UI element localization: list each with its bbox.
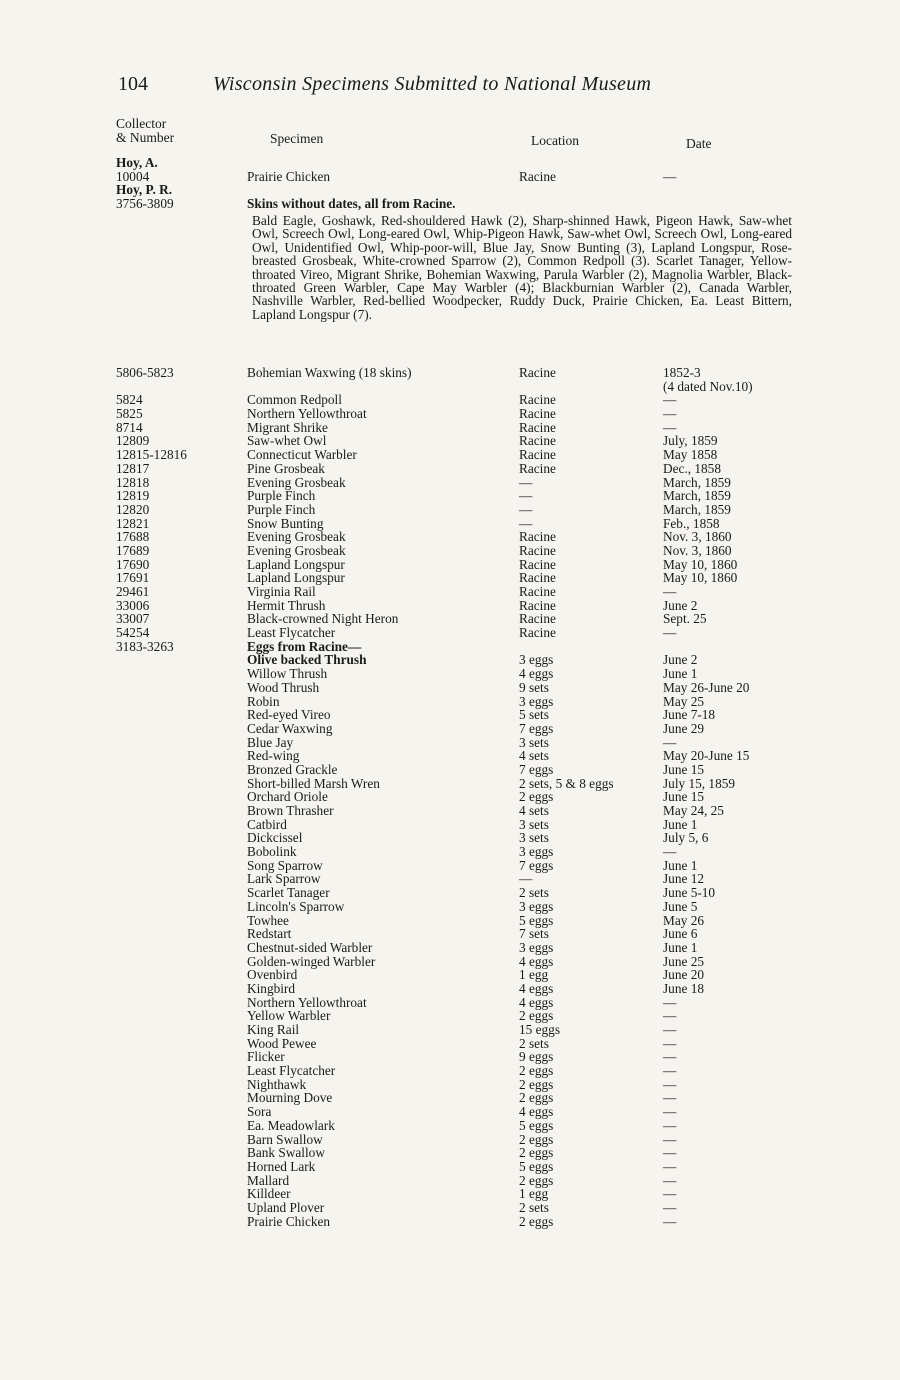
table-row: [116, 462, 796, 476]
location-cell: Racine: [519, 542, 556, 558]
specimen-name: Catbird: [247, 816, 287, 832]
table-row: [116, 927, 796, 941]
date-cell: —: [663, 1158, 677, 1174]
location-cell: 5 eggs: [519, 1158, 554, 1174]
date-cell: —: [663, 844, 677, 860]
specimen-name: Eggs from Racine—: [247, 638, 362, 654]
specimen-name: Redstart: [247, 926, 292, 942]
date-cell: May 25: [663, 693, 704, 709]
location-cell: 1 egg: [519, 967, 549, 983]
date-cell: —: [663, 1063, 677, 1079]
location-cell: Racine: [519, 460, 556, 476]
specimen-name: Towhee: [247, 912, 289, 928]
date-cell: June 12: [663, 871, 704, 887]
date-cell: June 6: [663, 926, 698, 942]
date-cell: —: [663, 1022, 677, 1037]
specimen-name: Dickcissel: [247, 830, 303, 846]
location-cell: 3 eggs: [519, 652, 554, 668]
specimen-name: Least Flycatcher: [247, 1063, 336, 1079]
date-cell: June 2: [663, 597, 698, 613]
table-row: [116, 1009, 796, 1023]
table-row: [116, 1105, 796, 1119]
location-cell: 2 eggs: [519, 1063, 554, 1079]
date-cell: June 2: [663, 652, 698, 668]
date-cell: —: [663, 734, 677, 750]
date-cell: —: [663, 1090, 677, 1106]
table-row: [116, 886, 796, 900]
specimen-name: Short-billed Marsh Wren: [247, 775, 380, 791]
table-row: [116, 585, 796, 599]
date-cell: March, 1859: [663, 488, 731, 504]
location-cell: 3 eggs: [519, 939, 554, 955]
date-cell: Nov. 3, 1860: [663, 529, 732, 545]
location-cell: 2 eggs: [519, 1076, 554, 1092]
location-cell: 7 eggs: [519, 761, 554, 777]
date-cell: May 10, 1860: [663, 570, 738, 586]
date-cell: —: [663, 1035, 677, 1051]
location-cell: Racine: [519, 365, 556, 380]
location-cell: 2 sets: [519, 1199, 549, 1215]
date-cell: May 26: [663, 912, 704, 928]
specimen-name: Black-crowned Night Heron: [247, 611, 399, 627]
location-cell: 4 sets: [519, 748, 549, 764]
location-cell: 3 sets: [519, 734, 549, 750]
location-cell: 2 eggs: [519, 1213, 554, 1229]
location-cell: 5 eggs: [519, 912, 554, 928]
location-cell: —: [519, 488, 533, 504]
collector-number: 29461: [116, 584, 150, 599]
location-cell: Racine: [519, 611, 556, 627]
date-cell: June 1: [663, 816, 698, 832]
table-row: [116, 612, 796, 626]
table-row: [116, 982, 796, 996]
table-row: [116, 626, 796, 640]
location-cell: 2 sets, 5 & 8 eggs: [519, 775, 614, 791]
table-row: [116, 695, 796, 709]
location-cell: Racine: [519, 419, 556, 435]
table-row: [116, 1201, 796, 1215]
collector-number: 5825: [116, 406, 143, 422]
date-cell: (4 dated Nov.10): [663, 378, 753, 394]
table-row: [116, 197, 796, 211]
table-row: [116, 517, 796, 531]
table-row: [116, 366, 796, 380]
table-row: [116, 183, 796, 197]
date-cell: —: [663, 392, 677, 408]
page-header: [118, 72, 738, 96]
column-header-specimen: Specimen: [270, 131, 324, 146]
location-cell: 2 eggs: [519, 1145, 554, 1161]
page-number: 104: [118, 73, 148, 95]
specimen-name: Connecticut Warbler: [247, 447, 357, 463]
specimen-name: Wood Pewee: [247, 1035, 317, 1051]
location-cell: —: [519, 474, 533, 490]
collector-number: 17688: [116, 529, 150, 545]
location-cell: 3 eggs: [519, 844, 554, 860]
specimen-name: Pine Grosbeak: [247, 460, 325, 476]
specimen-name: Blue Jay: [247, 734, 294, 750]
table-row: [116, 476, 796, 490]
page-title: Wisconsin Specimens Submitted to National Museum: [213, 73, 652, 95]
table-row: [116, 1037, 796, 1051]
date-cell: Sept. 25: [663, 611, 707, 627]
specimen-name: Purple Finch: [247, 488, 316, 504]
table-row: [116, 1078, 796, 1092]
specimen-name: Orchard Oriole: [247, 789, 328, 805]
date-cell: May 20-June 15: [663, 748, 750, 764]
specimen-name: Upland Plover: [247, 1199, 325, 1215]
specimen-name: Golden-winged Warbler: [247, 953, 376, 969]
location-cell: 5 eggs: [519, 1117, 554, 1133]
specimen-name: Bank Swallow: [247, 1145, 325, 1161]
date-cell: —: [663, 1145, 677, 1161]
location-cell: 4 eggs: [519, 666, 554, 682]
date-cell: Feb., 1858: [663, 515, 720, 531]
date-cell: —: [663, 406, 677, 422]
specimen-name: Kingbird: [247, 980, 296, 996]
date-cell: Nov. 3, 1860: [663, 542, 732, 558]
table-row: [116, 818, 796, 832]
date-cell: —: [663, 1172, 677, 1188]
table-row: [116, 1174, 796, 1188]
location-cell: 15 eggs: [519, 1022, 560, 1037]
table-row: [116, 777, 796, 791]
specimen-name: Scarlet Tanager: [247, 885, 330, 901]
collector-number: 12815-12816: [116, 447, 187, 463]
location-cell: Racine: [519, 433, 556, 449]
location-cell: —: [519, 871, 533, 887]
location-cell: 1 egg: [519, 1186, 549, 1202]
location-cell: Racine: [519, 597, 556, 613]
specimen-name: Robin: [247, 693, 280, 709]
date-cell: —: [663, 1186, 677, 1202]
table-row: [116, 530, 796, 544]
table-row: [116, 763, 796, 777]
specimen-name: King Rail: [247, 1022, 300, 1037]
table-row: [116, 790, 796, 804]
location-cell: 4 eggs: [519, 953, 554, 969]
table-row: [116, 1133, 796, 1147]
specimen-name: Prairie Chicken: [247, 1213, 331, 1229]
specimen-name: Saw-whet Owl: [247, 433, 327, 449]
specimen-name: Common Redpoll: [247, 392, 342, 408]
location-cell: 3 eggs: [519, 898, 554, 914]
location-cell: 2 eggs: [519, 1172, 554, 1188]
date-cell: July, 1859: [663, 433, 718, 449]
specimen-name: Horned Lark: [247, 1158, 316, 1174]
date-cell: —: [663, 994, 677, 1010]
collector-label: Collector: [116, 116, 167, 131]
table-row: [116, 955, 796, 969]
date-cell: June 7-18: [663, 707, 716, 723]
date-cell: May 26-June 20: [663, 679, 750, 695]
collector-number: 17690: [116, 556, 150, 572]
date-cell: June 1: [663, 939, 698, 955]
specimen-name: Olive backed Thrush: [247, 652, 367, 668]
skins-paragraph: Bald Eagle, Goshawk, Red-shouldered Hawk (2), Sharp-shinned Hawk, Pigeon Hawk, Saw-whet Owl, Screech Owl, Long-eared Owl, Whip-Pigeon Hawk, Saw-whet Owl, Screech Owl, Long-eared Owl, Unidentified Owl, Whip-poor-will, Blue Jay, Snow Bunting (3), Lapland Longspur, Rose-breasted Grosbeak, White-crowned Sparrow (2), Common Redpoll (3). Scarlet Tanager, Yellow-throated Vireo, Migrant Shrike, Bohemian Waxwing, Parula Warbler (2), Magnolia Warbler, Black-throated Green Warbler, Cape May Warbler (4); Blackburnian Warbler (2), Canada Warbler, Nashville Warbler, Red-bellied Woodpecker, Ruddy Duck, Prairie Chicken, Ea. Least Bittern, Lapland Longspur (7).: [252, 213, 792, 322]
collector-number: Hoy, A.: [116, 155, 158, 170]
location-cell: 2 eggs: [519, 1131, 554, 1147]
table-row: [116, 599, 796, 613]
table-row: [116, 859, 796, 873]
table-row: [116, 996, 796, 1010]
location-cell: Racine: [519, 556, 556, 572]
specimen-name: Lapland Longspur: [247, 570, 345, 586]
specimen-name: Lark Sparrow: [247, 871, 321, 887]
location-cell: 4 sets: [519, 803, 549, 818]
table-row: [116, 653, 796, 667]
date-cell: —: [663, 584, 677, 599]
specimen-name: Migrant Shrike: [247, 419, 328, 435]
date-cell: June 18: [663, 980, 704, 996]
date-cell: May 1858: [663, 447, 718, 463]
table-row: [116, 489, 796, 503]
location-cell: 2 sets: [519, 1035, 549, 1051]
specimen-name: Bobolink: [247, 844, 297, 860]
table-row: [116, 558, 796, 572]
number-label: & Number: [116, 130, 175, 145]
table-row: [116, 1187, 796, 1201]
specimen-name: Hermit Thrush: [247, 597, 326, 613]
column-header-collector: [116, 117, 174, 145]
table-row: [116, 156, 796, 170]
location-cell: Racine: [519, 168, 556, 184]
location-cell: 9 eggs: [519, 1049, 554, 1065]
table-row: [116, 900, 796, 914]
date-cell: —: [663, 419, 677, 435]
table-row: [116, 448, 796, 462]
specimen-name: Evening Grosbeak: [247, 542, 346, 558]
date-cell: June 29: [663, 720, 704, 736]
collector-number: 54254: [116, 625, 150, 641]
date-cell: May 10, 1860: [663, 556, 738, 572]
table-row: [116, 380, 796, 394]
collector-number: 12809: [116, 433, 150, 449]
specimen-name: Lincoln's Sparrow: [247, 898, 345, 914]
date-cell: —: [663, 1199, 677, 1215]
location-cell: 5 sets: [519, 707, 549, 723]
specimen-name: Least Flycatcher: [247, 625, 336, 641]
table-row: [116, 421, 796, 435]
specimen-name: Flicker: [247, 1049, 285, 1065]
table-row: [116, 736, 796, 750]
location-cell: Racine: [519, 625, 556, 641]
collector-number: 3183-3263: [116, 638, 174, 654]
table-row: [116, 1091, 796, 1105]
specimen-name: Brown Thrasher: [247, 803, 334, 818]
specimen-name: Virginia Rail: [247, 584, 316, 599]
table-row: [116, 667, 796, 681]
table-row: [116, 1119, 796, 1133]
location-cell: Racine: [519, 570, 556, 586]
date-cell: July 15, 1859: [663, 775, 736, 791]
location-cell: 9 sets: [519, 679, 549, 695]
collector-table-top: [116, 156, 796, 211]
specimen-name: Prairie Chicken: [247, 168, 331, 184]
date-cell: —: [663, 1076, 677, 1092]
collector-number: 3756-3809: [116, 196, 174, 212]
location-cell: 2 eggs: [519, 789, 554, 805]
date-cell: June 15: [663, 761, 704, 777]
table-row: [116, 1215, 796, 1229]
date-cell: June 1: [663, 857, 698, 873]
location-cell: 4 eggs: [519, 994, 554, 1010]
location-cell: 7 sets: [519, 926, 549, 942]
table-row: [116, 1146, 796, 1160]
collector-number: 12819: [116, 488, 150, 504]
specimen-name: Evening Grosbeak: [247, 474, 346, 490]
date-cell: —: [663, 1008, 677, 1024]
specimen-table: [116, 366, 796, 1228]
date-cell: March, 1859: [663, 501, 731, 517]
date-cell: June 5: [663, 898, 698, 914]
table-row: [116, 1064, 796, 1078]
location-cell: —: [519, 501, 533, 517]
date-cell: June 15: [663, 789, 704, 805]
specimen-name: Ovenbird: [247, 967, 298, 983]
location-cell: 2 eggs: [519, 1008, 554, 1024]
collector-number: Hoy, P. R.: [116, 182, 173, 198]
specimen-name: Wood Thrush: [247, 679, 320, 695]
collector-number: 33006: [116, 597, 150, 613]
collector-number: 8714: [116, 419, 143, 435]
table-row: [116, 407, 796, 421]
location-cell: 7 eggs: [519, 720, 554, 736]
table-row: [116, 804, 796, 818]
specimen-name: Skins without dates, all from Racine.: [247, 196, 456, 212]
specimen-name: Mallard: [247, 1172, 290, 1188]
collector-number: 17689: [116, 542, 150, 558]
table-row: [116, 872, 796, 886]
specimen-name: Nighthawk: [247, 1076, 307, 1092]
table-row: [116, 708, 796, 722]
date-cell: July 5, 6: [663, 830, 709, 846]
table-row: [116, 749, 796, 763]
table-row: [116, 434, 796, 448]
table-row: [116, 1023, 796, 1037]
specimen-name: Chestnut-sided Warbler: [247, 939, 373, 955]
location-cell: Racine: [519, 584, 556, 599]
specimen-name: Bronzed Grackle: [247, 761, 338, 777]
table-row: [116, 503, 796, 517]
collector-number: 12817: [116, 460, 150, 476]
location-cell: Racine: [519, 392, 556, 408]
specimen-name: Northern Yellowthroat: [247, 406, 367, 422]
date-cell: —: [663, 168, 677, 184]
location-cell: —: [519, 515, 533, 531]
location-cell: 7 eggs: [519, 857, 554, 873]
table-row: [116, 681, 796, 695]
specimen-name: Bohemian Waxwing (18 skins): [247, 365, 412, 380]
specimen-name: Purple Finch: [247, 501, 316, 517]
date-cell: Dec., 1858: [663, 460, 721, 476]
date-cell: 1852-3: [663, 365, 701, 380]
date-cell: June 5-10: [663, 885, 716, 901]
column-header-location: Location: [531, 133, 579, 148]
date-cell: —: [663, 1131, 677, 1147]
location-cell: 3 eggs: [519, 693, 554, 709]
date-cell: —: [663, 1104, 677, 1120]
date-cell: —: [663, 1117, 677, 1133]
location-cell: Racine: [519, 406, 556, 422]
table-row: [116, 845, 796, 859]
table-row: [116, 722, 796, 736]
table-row: [116, 170, 796, 184]
specimen-name: Yellow Warbler: [247, 1008, 331, 1024]
collector-number: 17691: [116, 570, 150, 586]
specimen-name: Lapland Longspur: [247, 556, 345, 572]
collector-number: 5824: [116, 392, 143, 408]
collector-number: 12820: [116, 501, 150, 517]
location-cell: Racine: [519, 529, 556, 545]
specimen-name: Song Sparrow: [247, 857, 323, 873]
date-cell: —: [663, 625, 677, 641]
collector-number: 12821: [116, 515, 150, 531]
date-cell: June 25: [663, 953, 704, 969]
location-cell: Racine: [519, 447, 556, 463]
location-cell: 2 eggs: [519, 1090, 554, 1106]
specimen-name: Mourning Dove: [247, 1090, 333, 1106]
collector-number: 33007: [116, 611, 150, 627]
specimen-name: Cedar Waxwing: [247, 720, 333, 736]
table-row: [116, 571, 796, 585]
specimen-name: Red-wing: [247, 748, 300, 764]
specimen-name: Ea. Meadowlark: [247, 1117, 335, 1133]
date-cell: —: [663, 1049, 677, 1065]
location-cell: 4 eggs: [519, 980, 554, 996]
specimen-name: Willow Thrush: [247, 666, 328, 682]
collector-number: 5806-5823: [116, 365, 174, 380]
table-row: [116, 941, 796, 955]
specimen-name: Snow Bunting: [247, 515, 324, 531]
specimen-name: Killdeer: [247, 1186, 291, 1202]
date-cell: —: [663, 1213, 677, 1229]
table-row: [116, 831, 796, 845]
table-row: [116, 1160, 796, 1174]
specimen-name: Barn Swallow: [247, 1131, 323, 1147]
date-cell: June 20: [663, 967, 704, 983]
date-cell: June 1: [663, 666, 698, 682]
collector-number: 12818: [116, 474, 150, 490]
table-row: [116, 393, 796, 407]
table-row: [116, 544, 796, 558]
location-cell: 3 sets: [519, 830, 549, 846]
location-cell: 2 sets: [519, 885, 549, 901]
date-cell: March, 1859: [663, 474, 731, 490]
date-cell: May 24, 25: [663, 803, 724, 818]
location-cell: 3 sets: [519, 816, 549, 832]
specimen-name: Red-eyed Vireo: [247, 707, 331, 723]
table-row: [116, 640, 796, 654]
collector-number: 10004: [116, 168, 150, 184]
specimen-name: Sora: [247, 1104, 272, 1120]
column-header-date: Date: [686, 136, 712, 151]
table-row: [116, 914, 796, 928]
table-row: [116, 1050, 796, 1064]
table-row: [116, 968, 796, 982]
location-cell: 4 eggs: [519, 1104, 554, 1120]
specimen-name: Northern Yellowthroat: [247, 994, 367, 1010]
specimen-name: Evening Grosbeak: [247, 529, 346, 545]
